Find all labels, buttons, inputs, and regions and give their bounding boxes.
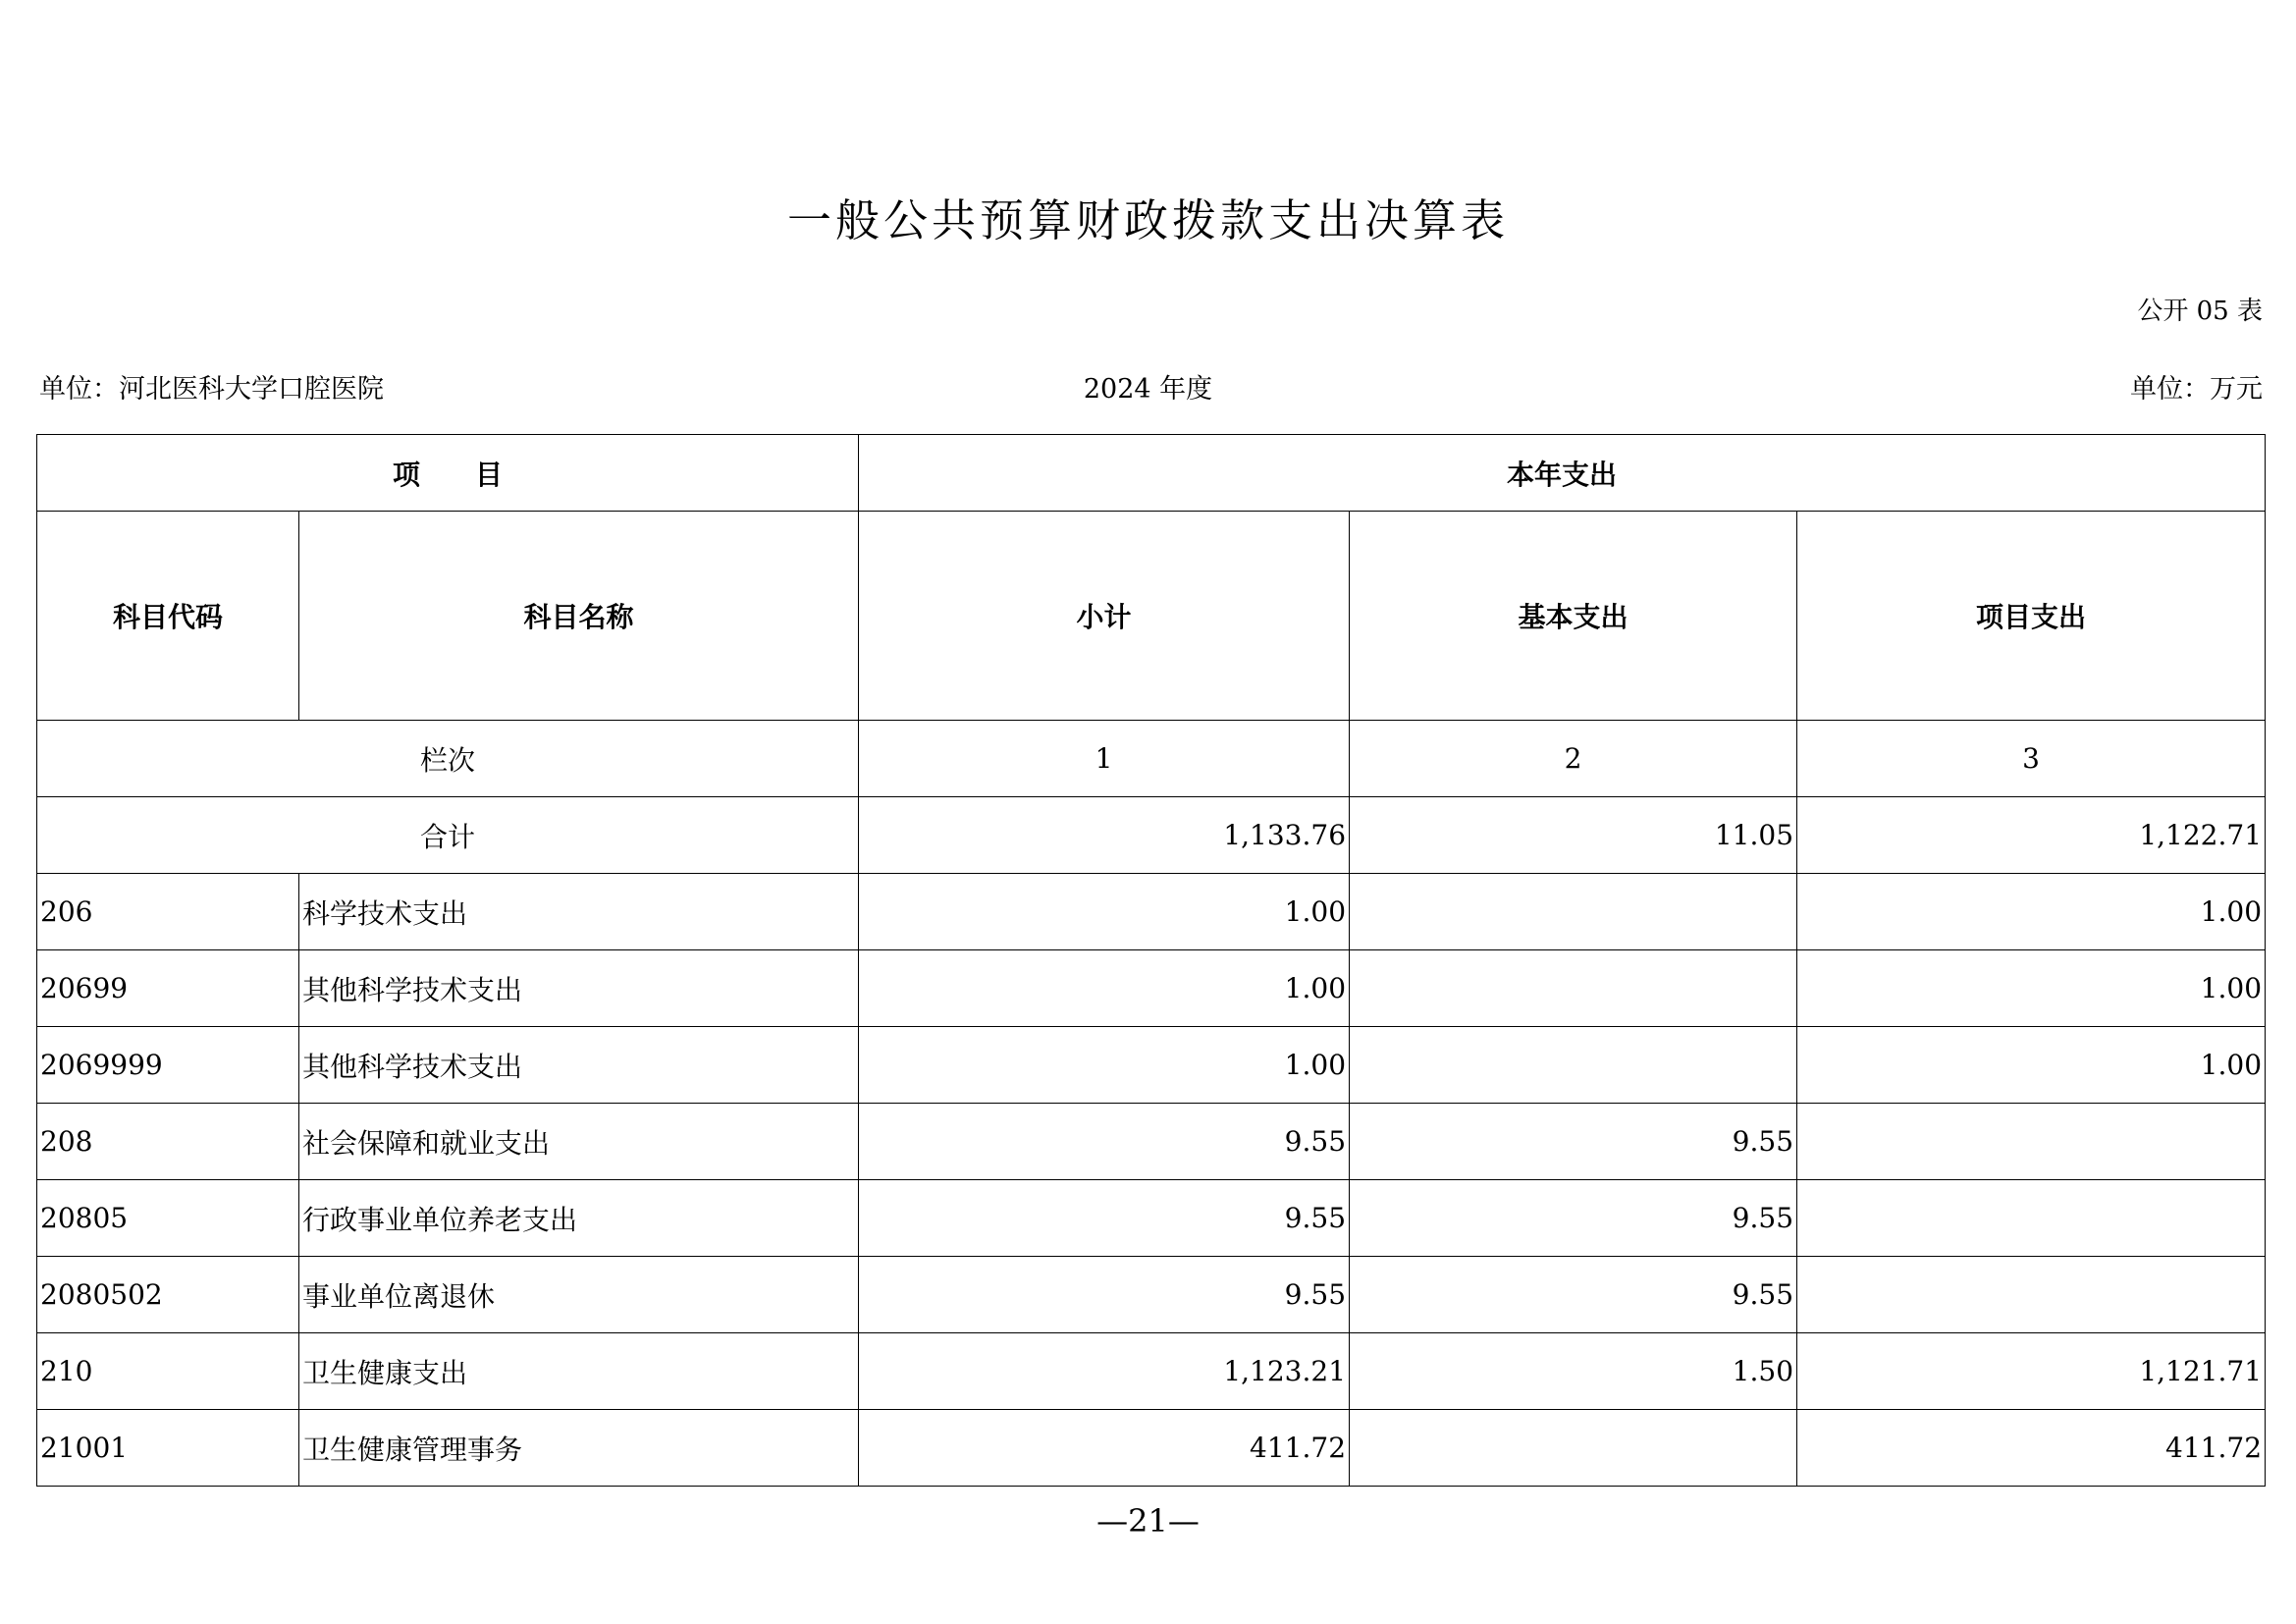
header-project: 项目支出 (1797, 512, 2266, 721)
row-code: 210 (37, 1333, 299, 1410)
row-project (1797, 1104, 2266, 1180)
row-basic: 9.55 (1350, 1257, 1797, 1333)
row-name: 社会保障和就业支出 (299, 1104, 859, 1180)
row-project: 1.00 (1797, 950, 2266, 1027)
unit-label: 单位：河北医科大学口腔医院 (39, 374, 384, 405)
row-subtotal: 9.55 (859, 1104, 1350, 1180)
row-name: 科学技术支出 (299, 874, 859, 950)
row-subtotal: 1.00 (859, 950, 1350, 1027)
total-subtotal: 1,133.76 (859, 797, 1350, 874)
header-name: 科目名称 (299, 512, 859, 721)
column-index-1: 1 (859, 721, 1350, 797)
row-code: 20805 (37, 1180, 299, 1257)
row-code: 208 (37, 1104, 299, 1180)
row-subtotal: 411.72 (859, 1410, 1350, 1487)
row-project: 1.00 (1797, 1027, 2266, 1104)
header-item: 项 目 (37, 435, 859, 512)
total-basic: 11.05 (1350, 797, 1797, 874)
row-basic (1350, 874, 1797, 950)
row-code: 206 (37, 874, 299, 950)
row-project (1797, 1180, 2266, 1257)
column-index-2: 2 (1350, 721, 1797, 797)
fiscal-year: 2024 年度 (1083, 374, 1213, 405)
row-subtotal: 1,123.21 (859, 1333, 1350, 1410)
row-subtotal: 9.55 (859, 1257, 1350, 1333)
total-project: 1,122.71 (1797, 797, 2266, 874)
table-row (37, 1180, 2266, 1257)
row-basic (1350, 1410, 1797, 1487)
row-name: 其他科学技术支出 (299, 1027, 859, 1104)
page-title: 一般公共预算财政拨款支出决算表 (786, 194, 1509, 246)
column-index-row (37, 721, 2266, 797)
header-code: 科目代码 (37, 512, 299, 721)
row-project: 411.72 (1797, 1410, 2266, 1487)
table-row (37, 950, 2266, 1027)
row-code: 2069999 (37, 1027, 299, 1104)
row-project: 1,121.71 (1797, 1333, 2266, 1410)
table-row (37, 1027, 2266, 1104)
column-index-3: 3 (1797, 721, 2266, 797)
row-basic: 1.50 (1350, 1333, 1797, 1410)
row-name: 卫生健康管理事务 (299, 1410, 859, 1487)
total-label: 合计 (37, 797, 859, 874)
row-name: 行政事业单位养老支出 (299, 1180, 859, 1257)
row-basic: 9.55 (1350, 1180, 1797, 1257)
row-project: 1.00 (1797, 874, 2266, 950)
row-subtotal: 9.55 (859, 1180, 1350, 1257)
row-subtotal: 1.00 (859, 1027, 1350, 1104)
table-row (37, 1410, 2266, 1487)
row-name: 其他科学技术支出 (299, 950, 859, 1027)
column-index-label: 栏次 (37, 721, 859, 797)
currency-unit: 单位：万元 (2130, 374, 2263, 405)
table-row (37, 1333, 2266, 1410)
table-row (37, 1257, 2266, 1333)
row-subtotal: 1.00 (859, 874, 1350, 950)
row-basic (1350, 1027, 1797, 1104)
header-subtotal: 小计 (859, 512, 1350, 721)
header-current-year: 本年支出 (859, 435, 2266, 512)
row-name: 事业单位离退休 (299, 1257, 859, 1333)
row-code: 2080502 (37, 1257, 299, 1333)
header-basic: 基本支出 (1350, 512, 1797, 721)
header-row-columns (37, 512, 2266, 721)
table-row (37, 1104, 2266, 1180)
row-code: 21001 (37, 1410, 299, 1487)
form-number: 公开 05 表 (2137, 297, 2263, 326)
row-basic: 9.55 (1350, 1104, 1797, 1180)
row-name: 卫生健康支出 (299, 1333, 859, 1410)
table-row (37, 874, 2266, 950)
expenditure-table (36, 434, 2266, 1487)
header-row-top (37, 435, 2266, 512)
row-basic (1350, 950, 1797, 1027)
row-project (1797, 1257, 2266, 1333)
total-row (37, 797, 2266, 874)
row-code: 20699 (37, 950, 299, 1027)
page-number: —21— (1096, 1502, 1200, 1540)
